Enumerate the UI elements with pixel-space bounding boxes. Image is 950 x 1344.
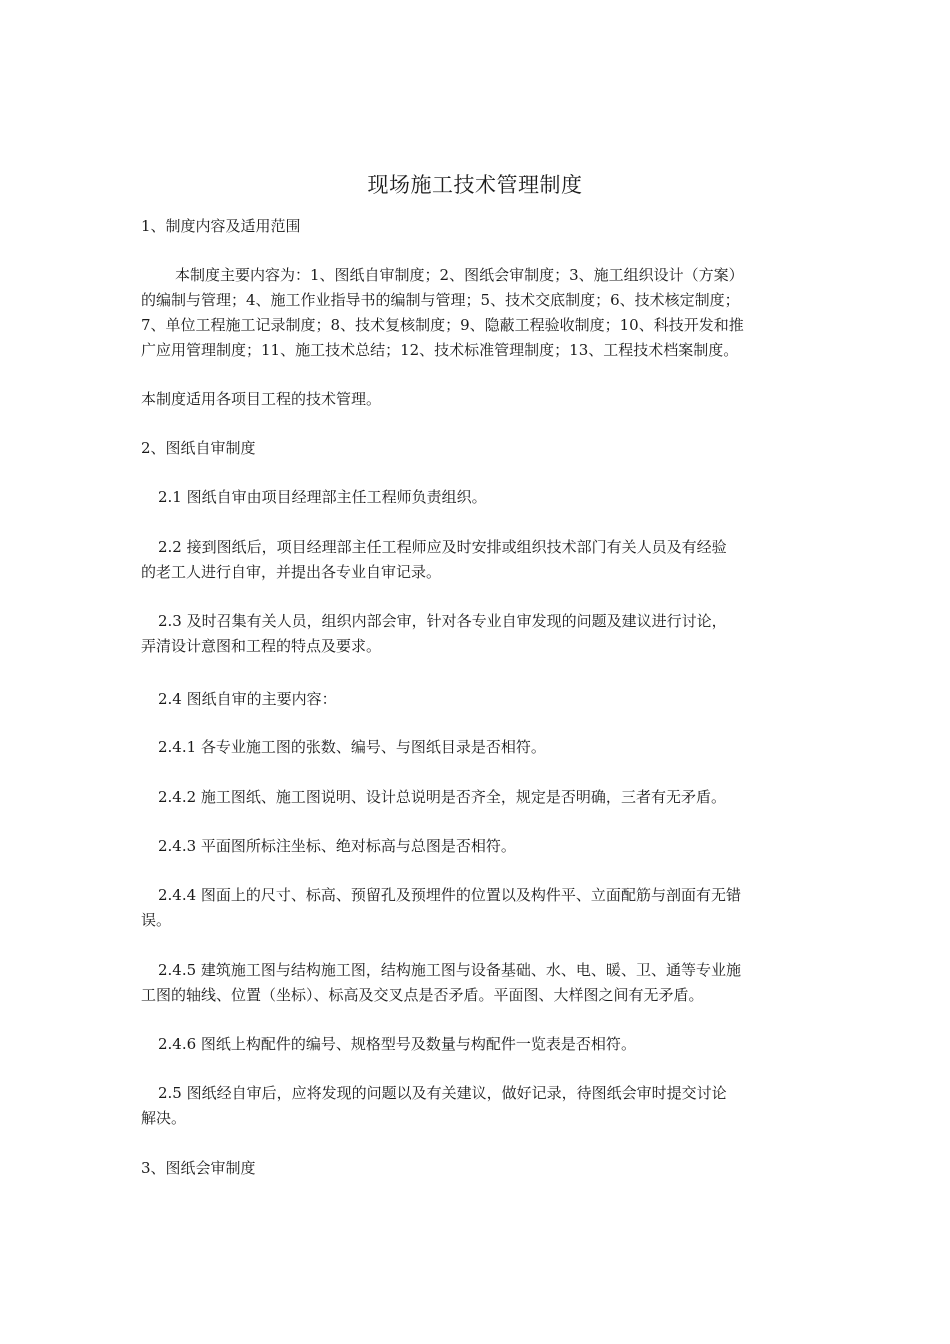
item-2-2-line-2: 的老工人进行自审，并提出各专业自审记录。 — [141, 563, 442, 581]
item-2-1: 2.1 图纸自审由项目经理部主任工程师负责组织。 — [158, 488, 487, 506]
item-2-3-line-1: 2.3 及时召集有关人员，组织内部会审，针对各专业自审发现的问题及建议进行讨论， — [158, 612, 727, 630]
item-2-4-6: 2.4.6 图纸上构配件的编号、规格型号及数量与构配件一览表是否相符。 — [158, 1035, 636, 1053]
item-2-4-4-line-2: 误。 — [141, 911, 172, 929]
item-2-4: 2.4 图纸自审的主要内容： — [158, 690, 337, 708]
item-2-4-2: 2.4.2 施工图纸、施工图说明、设计总说明是否齐全，规定是否明确，三者有无矛盾。 — [158, 788, 726, 806]
section-1-para-line-2: 的编制与管理；4、施工作业指导书的编制与管理；5、技术交底制度；6、技术核定制度； — [141, 291, 740, 309]
item-2-5-line-1: 2.5 图纸经自审后，应将发现的问题以及有关建议，做好记录，待图纸会审时提交讨论 — [158, 1084, 727, 1102]
section-1-para-line-3: 7、单位工程施工记录制度；8、技术复核制度；9、隐蔽工程验收制度；10、科技开发和推 — [141, 316, 744, 334]
section-1-para-line-4: 广应用管理制度；11、施工技术总结；12、技术标准管理制度；13、工程技术档案制度。 — [141, 341, 739, 359]
item-2-4-5-line-2: 工图的轴线、位置（坐标）、标高及交叉点是否矛盾。平面图、大样图之间有无矛盾。 — [141, 986, 704, 1004]
document-title: 现场施工技术管理制度 — [367, 173, 583, 197]
section-1-heading: 1、制度内容及适用范围 — [141, 217, 301, 235]
section-1-para-line-1: 本制度主要内容为：1、图纸自审制度；2、图纸会审制度；3、施工组织设计（方案） — [175, 266, 744, 284]
item-2-2-line-1: 2.2 接到图纸后，项目经理部主任工程师应及时安排或组织技术部门有关人员及有经验 — [158, 538, 727, 556]
section-2-heading: 2、图纸自审制度 — [141, 439, 256, 457]
item-2-4-5-line-1: 2.4.5 建筑施工图与结构施工图，结构施工图与设备基础、水、电、暖、卫、通等专业施 — [158, 961, 741, 979]
item-2-3-line-2: 弄清设计意图和工程的特点及要求。 — [141, 637, 382, 655]
section-1-scope: 本制度适用各项目工程的技术管理。 — [141, 390, 382, 408]
item-2-5-line-2: 解决。 — [141, 1109, 187, 1127]
section-3-heading: 3、图纸会审制度 — [141, 1159, 256, 1177]
item-2-4-4-line-1: 2.4.4 图面上的尺寸、标高、预留孔及预埋件的位置以及构件平、立面配筋与剖面有无错 — [158, 886, 741, 904]
item-2-4-1: 2.4.1 各专业施工图的张数、编号、与图纸目录是否相符。 — [158, 738, 546, 756]
item-2-4-3: 2.4.3 平面图所标注坐标、绝对标高与总图是否相符。 — [158, 837, 516, 855]
